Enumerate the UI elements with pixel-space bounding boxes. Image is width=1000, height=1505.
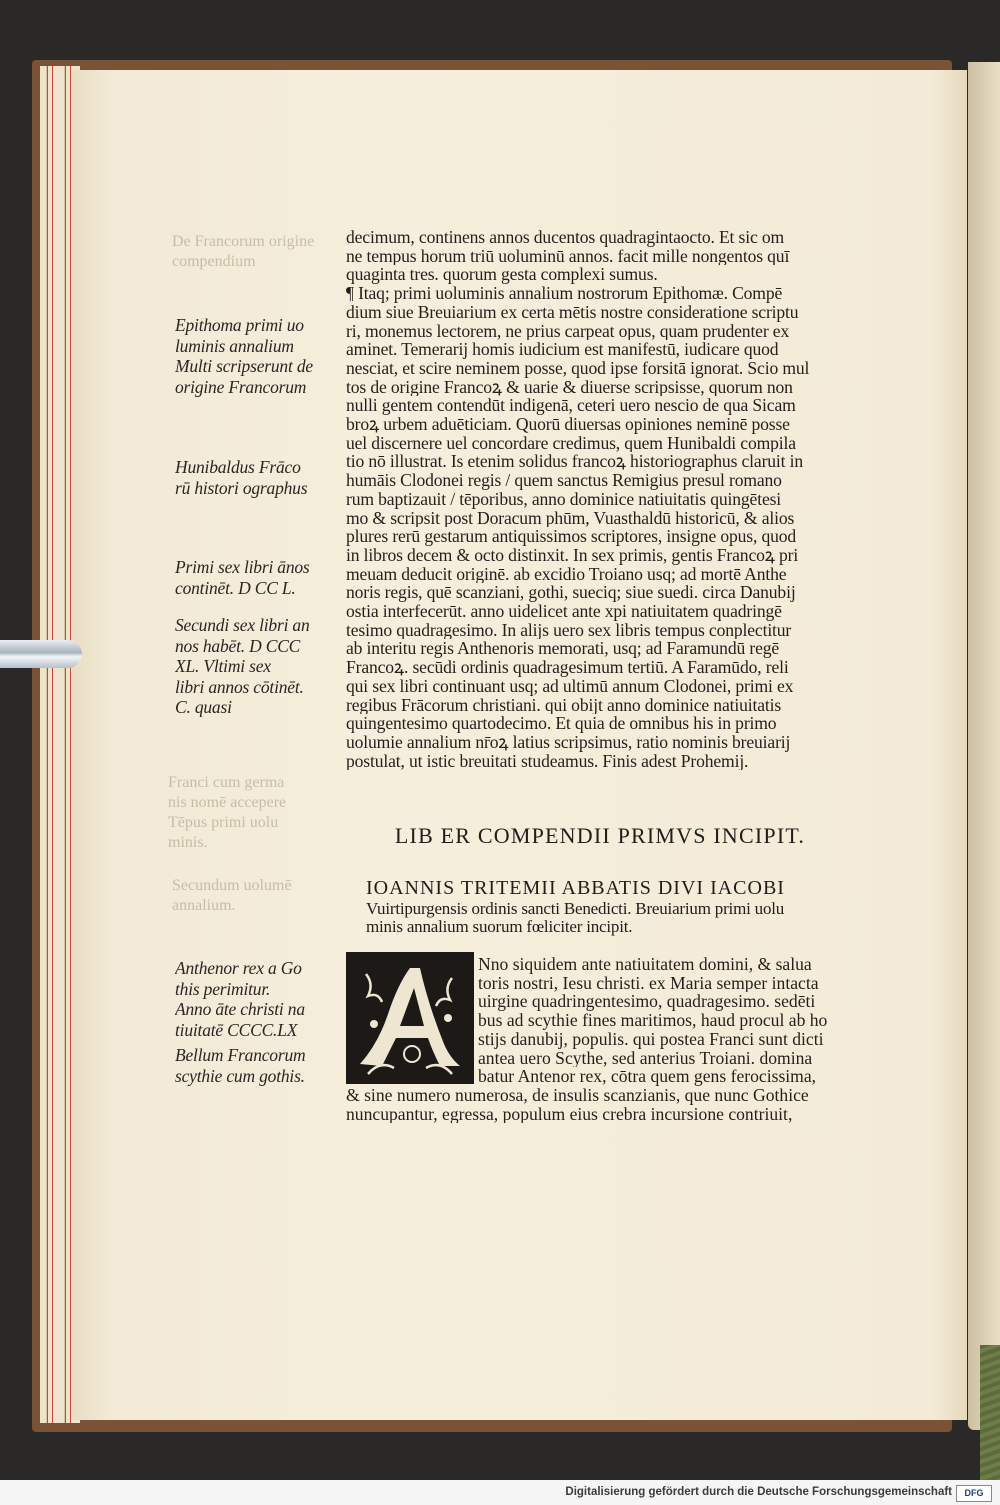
bleed-through-line: annalium.: [172, 897, 236, 914]
margin-line: Multi scripserunt de: [175, 356, 313, 376]
book-heading: LIB ER COMPENDII PRIMVS INCIPIT.: [394, 823, 806, 848]
text-line: Francoꝝ. secūdi ordinis quadragesimum tertiū. A Faramūdo, reli: [346, 658, 789, 677]
text-line: tos de origine Francoꝝ & uarie & diuerse scripsisse, quorum non: [346, 377, 793, 397]
main-text-block: [346, 228, 854, 770]
bleed-through-note-top: [172, 232, 322, 272]
margin-line: libri annos cōtinēt.: [175, 676, 304, 697]
viewer-footer: [0, 1480, 1000, 1505]
text-line: dium siue Breuiarium ex certa mētis nostre consideratione scriptu: [346, 302, 799, 322]
text-line: uolumie annalium nr̄oꝝ latius scripsimus, ratio nominis breuiarij: [346, 732, 791, 752]
text-line: Nno siquidem ante natiuitatem domini, & salua: [478, 955, 812, 974]
text-line: nulli gentem contendūt indigenā, ceteri uero nescio de qua Sicam: [346, 396, 796, 416]
subheading-block: [366, 877, 886, 936]
dfg-logo[interactable]: DFG: [956, 1485, 992, 1502]
text-line: & sine numero numerosa, de insulis scanzianis, que nunc Gothice: [346, 1086, 809, 1105]
bleed-through-line: Secundum uolumē: [172, 877, 292, 894]
margin-line: Hunibaldus Frāco: [175, 457, 301, 477]
text-line: nesciat, et scire neminem posse, quod ipse forsitā ignorat. Scio mul: [346, 358, 810, 378]
bleed-through-note-secundum: [172, 876, 332, 916]
floral-initial-icon: [348, 954, 472, 1082]
margin-line: tiuitatē CCCC.LX: [175, 1019, 298, 1040]
text-line: batur Antenor rex, cōtra quem gens ferocissima,: [478, 1067, 817, 1086]
bleed-through-line: Tēpus primi uolu: [168, 814, 279, 831]
text-line: broꝝ urbem aduēticiam. Quorū diuersas opiniones neminē posse: [346, 415, 790, 434]
continuation-paragraph: [346, 1086, 854, 1123]
text-line: mo & scripsit post Doracum phūm, Vuasthaldū historicū, & alios: [346, 508, 795, 528]
text-line: nuncupantur, egressa, populum eius crebra incursione contriuit,: [346, 1104, 793, 1124]
margin-line: continēt. D CC L.: [175, 577, 296, 598]
text-line: ab interitu regis Anthenoris memorati, usq; ad Faramundū regē: [346, 639, 780, 659]
text-line: noris regis, quē scanziani, gothi, sueciq; siue suedi. circa Danubij: [346, 583, 796, 603]
bleed-through-line: minis.: [168, 834, 208, 851]
subheading-line: minis annalium suorum fœliciter incipit.: [366, 918, 633, 936]
subheading-line: Vuirtipurgensis ordinis sancti Benedicti. Breuiarium primi uolu: [366, 900, 785, 918]
margin-line: Bellum Francorum: [175, 1045, 306, 1065]
margin-line: nos habēt. D CCC: [175, 635, 301, 656]
text-line: rum baptizauit / tēporibus, anno dominice natiuitatis quingētesi: [346, 489, 782, 509]
text-line: regibus Frācorum christiani. qui obijt anno dominice natiuitatis: [346, 695, 782, 715]
margin-line: origine Francorum: [175, 376, 307, 397]
text-line: ostia interfecerūt. anno uidelicet ante xpi natiuitatem quadringē: [346, 602, 782, 621]
text-line: postulat, ut istic breuitati studeamus. Finis adest Prohemij.: [346, 751, 749, 771]
text-line: stijs danubij, populis. qui postea Franci sunt dicti: [478, 1029, 824, 1049]
text-line: meuam deducit originē. ab excidio Troiano usq; ad mortē Anthe: [346, 564, 787, 584]
margin-line: scythie cum gothis.: [175, 1065, 305, 1086]
margin-line: XL. Vltimi sex: [175, 656, 271, 676]
margin-note-primi: [175, 557, 310, 598]
text-line: in libros decem & octo distinxit. In sex primis, gentis Francoꝝ pri: [346, 545, 799, 565]
margin-note-bellum: [175, 1045, 305, 1086]
text-line: tio nō illustrat. Is etenim solidus francoꝝ historiographus claruit in: [346, 452, 804, 472]
text-line: decimum, continens annos ducentos quadragintaocto. Et sic om: [346, 228, 785, 247]
margin-line: Anno āte christi na: [175, 999, 305, 1019]
funding-notice: Digitalisierung gefördert durch die Deutsche Forschungsgemeinschaft: [565, 1486, 952, 1498]
text-line: tesimo quadragesimo. In alijs uero sex libris tempus conplectitur: [346, 620, 792, 640]
margin-line: Anthenor rex a Go: [175, 958, 302, 978]
first-chapter-paragraph: [478, 955, 854, 1086]
text-line: uel discernere uel concordare credimus, quem Hunibaldi compila: [346, 433, 796, 453]
margin-note-epithoma: [175, 315, 313, 397]
margin-note-anthenor: [175, 958, 305, 1040]
text-line: quingentesimo quartodecimo. Et quia de omnibus his in primo: [346, 714, 777, 733]
bleed-through-line: Franci cum germa: [168, 774, 285, 791]
margin-line: Secundi sex libri an: [175, 615, 310, 635]
text-line: toris nostri, Iesu christi. ex Maria semper intacta: [478, 973, 819, 993]
margin-line: C. quasi: [175, 697, 232, 717]
text-line: ¶ Itaq; primi uoluminis annalium nostrorum Epithomæ. Compē: [346, 284, 783, 303]
bleed-through-note-franci: [168, 773, 328, 853]
decorated-initial: [346, 952, 474, 1084]
glass-rod-weight: [0, 640, 82, 668]
facing-page-edge: [968, 62, 1000, 1430]
margin-note-secundi: [175, 615, 310, 718]
text-line: uirgine quadringentesimo, quadragesimo. sedēti: [478, 992, 816, 1012]
text-line: ne tempus horum triū uoluminū annos. facit mille nongentos quī: [346, 246, 790, 266]
margin-line: rū histori ographus: [175, 477, 308, 498]
margin-line: Primi sex libri ānos: [175, 557, 310, 577]
text-line: plures rerū gestarum antiquissimos scriptores, insigne opus, quod: [346, 527, 797, 546]
text-line: bus ad scythie fines maritimos, haud procul ab ho: [478, 1011, 828, 1030]
text-line: humāis Clodonei regis / quem sanctus Remigius presul romano: [346, 471, 782, 490]
text-line: qui sex libri continuant usq; ad ultimū annum Clodonei, primi ex: [346, 676, 794, 696]
margin-line: luminis annalium: [175, 335, 294, 356]
text-line: ri, monemus lectorem, ne prius carpeat opus, quam prudenter ex: [346, 321, 790, 341]
margin-line: Epithoma primi uo: [175, 315, 304, 335]
bookmark-ribbon: [980, 1345, 1000, 1480]
bleed-through-text: De Francorum origine compendium: [172, 233, 315, 270]
text-line: quaginta tres. quorum gesta complexi sumus.: [346, 265, 658, 285]
subheading-line: IOANNIS TRITEMII ABBATIS DIVI IACOBI: [366, 877, 785, 899]
margin-note-hunibaldus: [175, 457, 307, 498]
bleed-through-line: nis nomē accepere: [168, 794, 287, 811]
text-line: aminet. Temerarij homis iudicium est manifestū, iudicare quod: [346, 340, 779, 359]
text-line: antea uero Scythe, sed anterius Troiani. domina: [478, 1048, 813, 1068]
margin-line: this perimitur.: [175, 978, 271, 999]
